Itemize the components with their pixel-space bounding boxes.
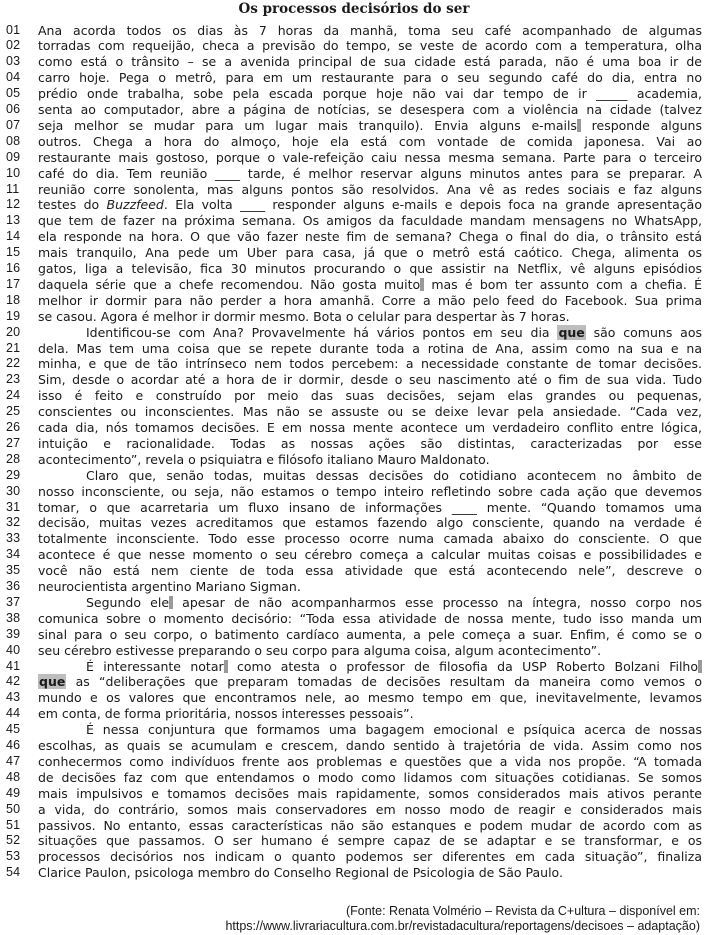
text-segment: responde alguns — [580, 117, 702, 133]
highlight-marker — [698, 660, 702, 673]
text-segment: são comuns aos — [585, 324, 702, 340]
line-number: 04 — [6, 70, 21, 85]
text-segment: É nessa conjuntura que formamos uma bagagem emocional e psíquica acerca de nossas — [86, 722, 702, 738]
line-number: 28 — [6, 451, 21, 466]
line-text — [38, 86, 702, 101]
text-line — [0, 468, 708, 483]
line-text — [38, 23, 702, 38]
text-line — [0, 38, 708, 53]
line-number: 07 — [6, 117, 21, 132]
text-segment: outros. Chega a hora do almoço, hoje ela está com vontade de comida japonesa. Vai ao — [38, 133, 702, 149]
text-line — [0, 659, 708, 674]
line-number: 06 — [6, 102, 21, 116]
text-line — [0, 23, 708, 38]
text-segment: intuição e racionalidade. Todas as nossas ações são distintas, caracterizadas por esse — [38, 435, 702, 451]
text-line — [0, 579, 708, 594]
text-segment: em conta, de forma prioritária, nossos interesses pessoais”. — [38, 706, 414, 722]
line-text — [38, 531, 702, 546]
line-number: 43 — [6, 690, 21, 705]
text-line — [0, 388, 708, 403]
line-number: 24 — [6, 388, 21, 403]
line-number: 18 — [6, 292, 21, 307]
text-line — [0, 595, 708, 610]
text-segment: como atesta o professor de filosofia da USP Roberto Bolzani Filho — [227, 658, 698, 674]
text-line — [0, 309, 708, 324]
text-line — [0, 356, 708, 371]
line-text — [38, 452, 702, 467]
line-number: 03 — [6, 54, 21, 69]
line-number: 20 — [6, 324, 21, 339]
line-number: 26 — [6, 420, 21, 434]
text-line — [0, 261, 708, 276]
line-text — [38, 134, 702, 149]
document-title: Os processos decisórios do ser — [238, 1, 470, 17]
text-segment: mas é bom ter assunto com a chefia. É — [424, 276, 702, 292]
text-segment: restaurante mais gostoso, porque o vale-refeição caiu nessa mesma semana. Parte para o terceiro — [38, 149, 702, 165]
line-text — [38, 690, 702, 705]
line-number: 32 — [6, 515, 21, 530]
text-segment: acontecimento”, revela o psiquiatra e filósofo italiano Mauro Maldonato. — [38, 451, 490, 467]
line-text — [38, 404, 702, 419]
text-line — [0, 213, 708, 228]
line-number: 51 — [6, 817, 21, 832]
line-text — [38, 341, 702, 356]
line-number: 11 — [6, 181, 20, 196]
text-line — [0, 802, 708, 817]
line-text — [38, 500, 702, 515]
line-number: 53 — [6, 849, 21, 864]
text-segment: mais tranquilo, Ana pede um Uber para casa, já que o metrô está caótico. Chega, alimenta os — [38, 245, 702, 261]
text-segment: minha, e que de tão intrínseco nem todos percebem: a necessidade constante de tomar decisões. — [38, 356, 702, 372]
line-number: 01 — [6, 22, 21, 37]
line-text — [38, 643, 702, 658]
text-segment: daquela série que a chefe recomendou. Não gosta muito — [38, 276, 421, 292]
line-text — [38, 818, 702, 833]
text-segment: mundo e os valores que encontramos nele, ao mesmo tempo em que, inevitavelmente, levamos — [38, 690, 702, 706]
line-number: 34 — [6, 547, 21, 562]
line-number: 35 — [6, 563, 21, 578]
highlighted-word: que — [558, 324, 585, 340]
line-text — [38, 166, 702, 181]
line-text — [38, 579, 702, 594]
text-segment: isso é feito e construído por meio das suas decisões, sejam elas grandes ou pequenas, — [38, 388, 702, 404]
text-segment: testes do — [38, 197, 107, 213]
text-line — [0, 372, 708, 387]
line-text — [38, 150, 702, 165]
text-line — [0, 70, 708, 85]
line-text — [86, 722, 702, 737]
line-text — [86, 595, 702, 610]
text-segment: passivos. No entanto, essas características não são estanques e podem mudar de acordo com as — [38, 817, 702, 833]
line-text — [38, 786, 702, 801]
line-text — [38, 738, 702, 753]
text-line — [0, 865, 708, 880]
text-segment: apesar de não acompanharmos esse processo na íntegra, nosso corpo nos — [173, 594, 702, 610]
text-line — [0, 643, 708, 658]
line-text — [38, 674, 702, 689]
text-line — [0, 150, 708, 165]
text-line — [0, 738, 708, 753]
line-text — [38, 563, 702, 578]
text-segment: as “deliberações que preparam tomadas de decisões resultam da maneira como vemos o — [66, 674, 702, 690]
text-segment: ela responde na hora. O que vão fazer neste fim de semana? Chega o final do dia, o trânsito está — [38, 229, 702, 245]
text-line — [0, 54, 708, 69]
line-text — [38, 547, 702, 562]
line-text — [38, 70, 702, 85]
text-segment: escolhas, as quais se acumulam e crescem, dando sentido à trajetória de vida. Assim como nos — [38, 738, 702, 753]
text-segment: gatos, liga a televisão, fica 30 minutos procurando o que assistir na Netflix, vê alguns episódios — [38, 261, 702, 276]
text-line — [0, 102, 708, 117]
text-line — [0, 484, 708, 499]
line-text — [38, 770, 702, 785]
text-line — [0, 611, 708, 626]
text-segment: seja melhor se mudar para um lugar mais tranquilo). Envia alguns e-mails — [38, 117, 577, 133]
text-line — [0, 293, 708, 308]
text-segment: reunião corre sonolenta, mas alguns pontos são resolvidos. Ana vê as redes sociais e faz alguns — [38, 181, 702, 197]
line-number: 42 — [6, 674, 21, 689]
text-segment: torradas com requeijão, checa a previsão do tempo, se veste de acordo com a temperatura, olha — [38, 38, 702, 54]
line-text — [38, 515, 702, 530]
text-line — [0, 245, 708, 260]
text-line — [0, 134, 708, 149]
line-number: 25 — [6, 404, 21, 419]
text-segment: seu cérebro estivesse preparando o seu corpo para alguma coisa, algum acontecimento”. — [38, 642, 602, 658]
line-text — [38, 706, 702, 721]
text-segment: café do dia. Tem reunião ____ tarde, é melhor reservar alguns minutos antes para se preparar. A — [38, 165, 702, 181]
text-line — [0, 722, 708, 737]
line-text — [38, 754, 702, 769]
text-segment: Ana acorda todos os dias às 7 horas da manhã, toma seu café acompanhado de algumas — [38, 22, 702, 38]
line-number: 50 — [6, 801, 21, 816]
line-text — [38, 833, 702, 848]
text-segment: senta ao computador, abre a página de notícias, se desespera com a violência na cidade (talvez — [38, 102, 702, 117]
text-line — [0, 197, 708, 212]
text-line — [0, 786, 708, 801]
line-number: 47 — [6, 753, 21, 768]
text-line — [0, 674, 708, 689]
text-line — [0, 690, 708, 705]
line-number: 37 — [6, 594, 21, 609]
text-segment: acontece é que nesse momento o seu cérebro começa a calcular muitas coisas e possibilidades e — [38, 547, 702, 563]
line-text — [38, 356, 702, 371]
line-number: 02 — [6, 38, 21, 53]
line-text — [38, 865, 702, 880]
text-line — [0, 404, 708, 419]
line-text — [38, 372, 702, 387]
text-line — [0, 833, 708, 848]
text-line — [0, 452, 708, 467]
text-line — [0, 166, 708, 181]
line-text — [38, 420, 702, 435]
line-text — [38, 388, 702, 403]
text-segment: totalmente inconsciente. Todo esse processo ocorre numa camada abaixo do consciente. O que — [38, 531, 702, 547]
text-segment: que tem de fazer na próxima semana. Os amigos da faculdade mandam mensagens no WhatsApp, — [38, 213, 702, 229]
line-number: 48 — [6, 769, 21, 784]
line-text — [38, 213, 702, 228]
line-text — [38, 611, 702, 626]
line-text — [38, 293, 702, 308]
line-number: 14 — [6, 229, 21, 244]
text-line — [0, 770, 708, 785]
line-text — [38, 118, 702, 133]
text-segment: neurocientista argentino Mariano Sigman. — [38, 579, 301, 594]
source-citation-line-2: https://www.livrariacultura.com.br/revistadacultura/reportagens/decisoes – adaptação) — [225, 919, 700, 933]
line-number: 05 — [6, 86, 21, 101]
line-text — [38, 261, 702, 276]
text-segment: situações que passamos. O ser humano é sempre capaz de se adaptar e se transformar, e os — [38, 833, 702, 849]
line-number: 09 — [6, 149, 21, 164]
text-segment: Sim, desde o acordar até a hora de ir dormir, desde o seu nascimento até o fim de sua vida. Tudo — [38, 372, 702, 388]
line-text — [38, 484, 702, 499]
text-line — [0, 325, 708, 340]
text-line — [0, 754, 708, 769]
line-number: 49 — [6, 785, 21, 800]
text-segment: . Ela volta ____ responder alguns e-mails e depois foca na grande apresentação — [163, 197, 702, 213]
line-text — [86, 659, 702, 674]
text-segment: nosso inconsciente, ou seja, não estamos o tempo inteiro refletindo sobre cada ação que devemos — [38, 483, 702, 499]
line-text — [38, 182, 702, 197]
source-citation-line-1: (Fonte: Renata Volmério – Revista da C+ultura – disponível em: — [345, 904, 700, 918]
line-number: 52 — [6, 833, 21, 848]
text-line — [0, 627, 708, 642]
text-segment: decisão, muitas vezes acreditamos que estamos fazendo algo consciente, quando na verdade é — [38, 515, 702, 531]
line-number: 44 — [6, 706, 21, 721]
highlighted-word: que — [39, 674, 66, 690]
line-number: 41 — [6, 658, 21, 673]
line-number: 08 — [6, 133, 21, 148]
line-text — [38, 849, 702, 864]
line-number: 19 — [6, 308, 21, 323]
text-segment: processos decisórios nos indicam o quanto podemos ser diferentes em cada situação”, finaliza — [38, 849, 702, 865]
line-text — [38, 245, 702, 260]
text-segment: dela. Mas tem uma coisa que se repete durante toda a rotina de Ana, assim como na sua e na — [38, 340, 702, 356]
line-text — [38, 197, 702, 212]
line-number: 17 — [6, 276, 21, 291]
line-text — [38, 229, 702, 244]
line-text — [38, 802, 702, 817]
line-number: 40 — [6, 642, 21, 657]
text-line — [0, 818, 708, 833]
text-segment: cada dia, nós tomamos decisões. E em nossa mente acontece um verdadeiro conflito entre lógica, — [38, 420, 702, 435]
text-segment: Segundo ele — [86, 594, 170, 610]
line-number: 38 — [6, 610, 21, 625]
text-segment: conscientes ou inconscientes. Mas não se assuste ou se deixe levar pela ansiedade. “Cada vez, — [38, 404, 702, 420]
line-text — [86, 325, 702, 340]
text-line — [0, 515, 708, 530]
text-segment: tomar, o que acarretaria um fluxo insano de informações ____ mente. “Quando tomamos uma — [38, 499, 702, 515]
italic-term: Buzzfeed — [106, 197, 164, 213]
line-number: 13 — [6, 213, 21, 228]
line-number: 21 — [6, 340, 21, 355]
text-line — [0, 118, 708, 133]
line-number: 29 — [6, 467, 21, 482]
line-number: 12 — [6, 197, 21, 212]
text-line — [0, 229, 708, 244]
text-line — [0, 563, 708, 578]
text-line — [0, 436, 708, 451]
line-number: 10 — [6, 165, 21, 180]
line-number: 16 — [6, 261, 21, 275]
text-segment: a vida, do contrário, somos mais conservadores em nosso modo de reagir e considerados mais — [38, 801, 702, 817]
line-number: 54 — [6, 865, 21, 880]
text-segment: carro hoje. Pega o metrô, para em um restaurante para o seu segundo café do dia, entra no — [38, 70, 702, 86]
text-line — [0, 547, 708, 562]
text-segment: melhor ir dormir para não perder a hora amanhã. Corre a mão pelo feed do Facebook. Sua prima — [38, 292, 702, 308]
line-number: 33 — [6, 531, 21, 546]
text-segment: de decisões faz com que entendamos o modo como lidamos com situações cotidianas. Se somos — [38, 769, 702, 785]
text-segment: Clarice Paulon, psicologa membro do Conselho Regional de Psicologia de São Paulo. — [38, 865, 563, 881]
text-line — [0, 420, 708, 435]
text-segment: você não está nem ciente de toda essa atividade que está acontecendo nele”, descreve o — [38, 563, 702, 579]
text-segment: Claro que, senão todas, muitas dessas decisões do cotidiano acontecem no âmbito de — [86, 467, 702, 483]
text-line — [0, 706, 708, 721]
text-segment: sinal para o seu corpo, o batimento cardíaco aumenta, a pele começa a suar. Enfim, é como se o — [38, 626, 702, 642]
line-number: 23 — [6, 372, 21, 387]
text-segment: prédio onde trabalha, sobe pela escada porque hoje não vai dar tempo de ir _____ academia, — [38, 86, 702, 102]
text-segment: Identificou-se com Ana? Provavelmente há vários pontos em seu dia — [86, 324, 558, 340]
line-number: 39 — [6, 626, 21, 641]
text-line — [0, 531, 708, 546]
line-number: 31 — [6, 499, 21, 514]
line-text — [38, 277, 702, 292]
text-line — [0, 500, 708, 515]
line-number: 22 — [6, 356, 21, 371]
text-segment: se casou. Agora é melhor ir dormir mesmo. Bota o celular para despertar às 7 horas. — [38, 308, 570, 324]
line-number: 27 — [6, 435, 21, 450]
text-segment: conhecermos como indivíduos frente aos problemas e questões que a vida nos propõe. “A tomada — [38, 753, 702, 769]
line-text — [38, 38, 702, 53]
line-text — [38, 436, 702, 451]
text-segment: mais impulsivos e tomamos decisões mais rapidamente, somos considerados mais ativos perante — [38, 785, 702, 801]
text-line — [0, 341, 708, 356]
line-number: 45 — [6, 722, 21, 737]
line-number: 30 — [6, 483, 21, 498]
text-segment: como está o trânsito – se a avenida principal de sua cidade está parada, não é uma boa ir de — [38, 54, 702, 70]
line-text — [38, 627, 702, 642]
text-line — [0, 277, 708, 292]
text-line — [0, 182, 708, 197]
line-number: 36 — [6, 579, 21, 593]
text-segment: comunica sobre o momento decisório: “Toda essa atividade de nossa mente, tudo isso manda um — [38, 610, 702, 626]
line-number: 46 — [6, 738, 21, 752]
text-line — [0, 86, 708, 101]
line-text — [38, 309, 702, 324]
line-text — [86, 468, 702, 483]
text-segment: É interessante notar — [86, 658, 224, 674]
line-number: 15 — [6, 245, 21, 260]
line-text — [38, 102, 702, 117]
line-text — [38, 54, 702, 69]
text-line — [0, 849, 708, 864]
